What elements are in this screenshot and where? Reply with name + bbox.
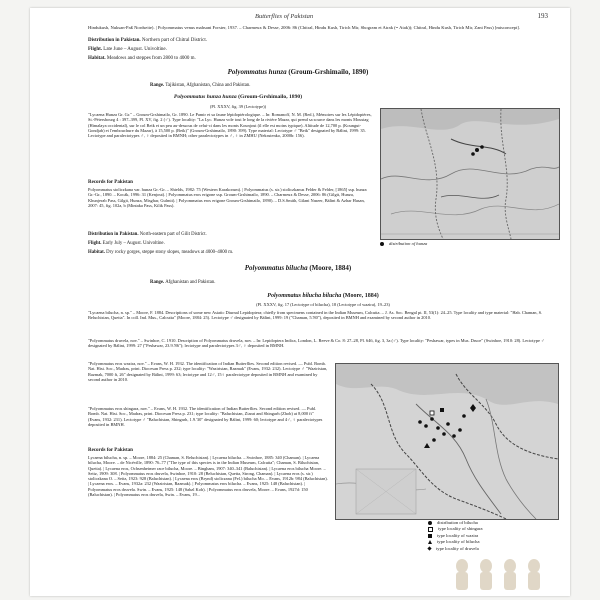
legend-marker-square	[428, 534, 432, 538]
entry-druvela: "Polyommatus druvela, nov." – Swinhoe, C. 1910. Description of Polyommatus druvela, nov. – In: Lepidoptera Indica, London, L. Reeve & Co. 8: 27–28, Pl. 646, fig. 3, 3a (♂). Type locality: "Peshawar, types in Mus. Druce" (Swinhoe, 1910: 28). Lectotype ♂ designated by Bálint, 1999: 27 ("Peshawar, 23.9.'86"); lectotype and paralectotypes 3♂, ♀ deposited in BMNH.	[88, 338, 545, 349]
plate-ref-bilucha: (Pl. XXXV, fig. 17 (Lectotype of bilucha), 18 (Lectotype of wazira), 19–23)	[256, 302, 390, 307]
running-head-title: Butterflies of Pakistan	[255, 13, 314, 20]
range-bilucha: Range. Afghanistan and Pakistan.	[150, 280, 216, 285]
species-heading-hunza: Polyommatus hunza (Groum-Grshimailo, 1890)	[227, 68, 369, 76]
legend-marker-hollow-square	[428, 527, 433, 532]
legend-marker-diamond	[427, 546, 431, 550]
records-label-hunza: Records for Pakistan	[88, 180, 133, 185]
legend-row-bilucha: type locality of bilucha	[428, 539, 483, 545]
records-hunza: Polyommatus stoliczkana var. hunza Gr.-Gr. – Shields, 1982: 75 (Western Karakorum). | Polyommatus (s. str.) stoliczkanus Felder & Felder, [1865] ssp. hunza Gr.-Gr., 1890. – Kocák, 1996: 31 (Kenjout). | Polyommatus eros erigone ssp. Groum-Grshimailo, 1890. – Charmeux & Desse, 2006: 86 (Gilgit, Hunza, Khunjerab Pass, Gilgit, Hunza, Misghar, Gulmit). | Polyommatus eros erigone Groum-Grshimailo, 1890). – D.S.Smith, Gilani Naseer, Bálint & Azhar Hasan, 2007: 45, fig. 102a, b (Mintaka Pass, Kilik Pass).	[88, 187, 367, 208]
map-legend-bilucha	[428, 520, 483, 552]
records-bilucha: Lycaena bilucha, n. sp. – Moore, 1884: 25 (Chaman, S. Beluchistan). | Lycaena bilucha. – Swinhoe, 1885: 340 (Chaman). | Lycaena bilucha, Moore. – de Nicéville, 1890: 76–77 ("The type of this species is in the Indian Museum, Calcutta"; Chaman, S. Biluchistan, Quetta). | Lycaena eros, Ochsenheimer race bilucha, Moore. – Bingham, 1907: 340–341 (Baluchistan). | Lycaena eros bilucha Moore. – Seitz, 1909: 308. | Polyommatus eros druvela, Swinhoe, 1910: 28 (Beluchistan, Quetta, Strong, Chaman). | Lycaena eros (s. str.) stoliczkana O. – Seitz, 1923: 928 (Baluchistan). | Lycaena eros (Brynd) stoliczana (Fel.) bilucha Mo. – Evans, 1912b: 984 (Baluchistan). | Lycaena eros. – Evans, 1932a: 232 (Waziristan, Razmak). | Polyommatus eros bilucha. – Evans, 1925: 148 (Baluchistan). | Polyommatus eros druvela. Swin. – Evans, 1925: 148 (Sabzl Koh). | Polyommatus eros druvela, Moore. – Evans, 1927d: 150 (Baluchistan). | Polyommatus eros druvela, Swin. – Evans, 19...	[88, 455, 328, 498]
legend-row-shingara: type locality of shingara	[428, 526, 483, 532]
map-legend-hunza: distribution of hunza	[380, 241, 427, 247]
top-flight: Flight. Late June – August. Univoltine.	[88, 47, 167, 52]
subspecies-heading-hunza: Polyommatus hunza hunza (Groum-Grshimailo, 1890)	[173, 94, 303, 100]
species-heading-bilucha: Polyommatus bilucha (Moore, 1884)	[244, 264, 352, 272]
legend-marker-circle	[428, 521, 432, 525]
top-distribution: Distribution in Pakistan. Northern part of Chitral District.	[88, 38, 208, 43]
entry-bilucha-1: "Lycaena bilucha, n. sp." – Moore, F. 1884. Descriptions of some new Asiatic Diurnal Lepidoptera; chiefly from specimens contained in the Indian Museum, Calcutta. – J. As. Soc. Bengal pt. II, 53(1): 24–25. Type locality and type material: "Hab. Chaman, S. Beluchistan, Quetta". In coll. Ind. Mus., Calcutta" (Moore, 1884: 25). Lectotype ♂ designated by Bálint, 1999: 19 ("Chaman, 5.'80"), deposited in BMNH and examined by second author in 2010.	[88, 310, 543, 321]
description-hunza: "Lycaena Hunza Gr. Gr." – Groum-Grshimailo, Gr. 1890. Le Pamir et sa faune lépidoptérologique. – In: Romanoff, N. M. (Red.), Mémoires sur les Lépidoptères, St.-Pétersbourg 4 : 397–399, Pl. XV, fig. 2 (♂). Type locality: "La Lyc. Hunza vole tout le long de la rivière Mazar, qui prend sa source dans les monts Moustag (Himalaya occidental), sur le col Beik et un peu au-dessous de celui-ci dans les monts Kounjout (il elle est moins typique). Altitude de 12,700 p. (Koungut-Gondjab) et l'embouchure du Mazar), à 15,500 p. (Beik)" (Groum-Grshimailo, 1890: 399). Type material: Lectotype ♂ "Beik" designated by Bálint, 1999: 35. Lectotype and paralectotypes ♂, ♀ deposited in BMNH; other paralectotypes in ♂, ♀ in ZMHU (Nekrutenko, 2000b: 156).	[88, 112, 372, 139]
running-head	[90, 12, 560, 24]
publisher-watermark-figures	[450, 556, 546, 590]
plate-ref-hunza: (Pl. XXXV, fig. 39 (Lectotype))	[209, 104, 267, 109]
range-hunza: Range. Tajikistan, Afghanistan, China and Pakistan.	[150, 83, 251, 88]
flight-hunza: Flight. Early July – August. Univoltine.	[88, 241, 165, 246]
legend-marker-circle	[380, 242, 384, 246]
distribution-map-hunza	[380, 108, 560, 240]
top-habitat: Habitat. Meadows and steppes from 2800 to 4000 m.	[88, 56, 196, 61]
legend-row-druvela: type locality of druvela	[428, 546, 483, 552]
page-number: 193	[537, 12, 548, 20]
legend-row-distribution: distribution of bilucha	[428, 520, 483, 526]
legend-marker-triangle	[428, 540, 432, 544]
distribution-hunza: Distribution in Pakistan. North-eastern part of Gilit District.	[88, 232, 207, 237]
continuation-text: Hindukush, Nuksan-Paß Nordseite). | Polyommatus venus mahsani Forster, 1937. – Charmeux & Desse, 2006: 86 (Chitral, Hindu Kush, Tirich Mir, Shogram et Atrak (= Atak)); Chitral, Hindu Kush, Tirich Mir, Zani Pass) [misconcept].	[88, 25, 520, 30]
distribution-map-bilucha	[335, 363, 559, 520]
entry-wazira: "Polyommatus eros wazira, nov." – Evans, W. H. 1932. The identification of Indian Butterflies. Second edition revised. — Publ. Bomb. Nat. Hist. Soc., Madras, print. Diocesan Press p. 232; type locality: "Waziristan, Razmak" (Evans, 1932: 232). Lectotype ♂ "Waziristan, Razmak, 7000 ft, 26" designated by Bálint, 1999: 63; lectotype and 12♂, 15♀ paralectotype deposited in BMNH and examined by second author in 2010.	[88, 361, 328, 382]
book-page	[30, 8, 570, 596]
subspecies-heading-bilucha: Polyommatus bilucha bilucha (Moore, 1884)	[267, 293, 379, 299]
records-label-bilucha: Records for Pakistan	[88, 448, 133, 453]
legend-row-wazira: type locality of wazira	[428, 533, 483, 539]
habitat-hunza: Habitat. Dry rocky gorges, steppe stony slopes, meadows at 4000–4800 m.	[88, 250, 234, 255]
entry-shingara: "Polyommatus eros shingara, nov." – Evans, W. H. 1932. The identification of Indian Butterflies. Second edition revised. — Publ. Bomb. Nat. Hist. Soc., Madras, print. Diocesan Press p. 231; type locality: "Baluchistan, Ziarat and Shingarh (Zhob) at 8,000 ft" (Evans, 1932: 231). Lectotype ♂ "Baluchistan, Shingarh, 1.9.'30" designated by Bálint, 1999: 60; lectotype and 4♂, ♀ paralectotypes deposited in BMNH.	[88, 406, 323, 427]
